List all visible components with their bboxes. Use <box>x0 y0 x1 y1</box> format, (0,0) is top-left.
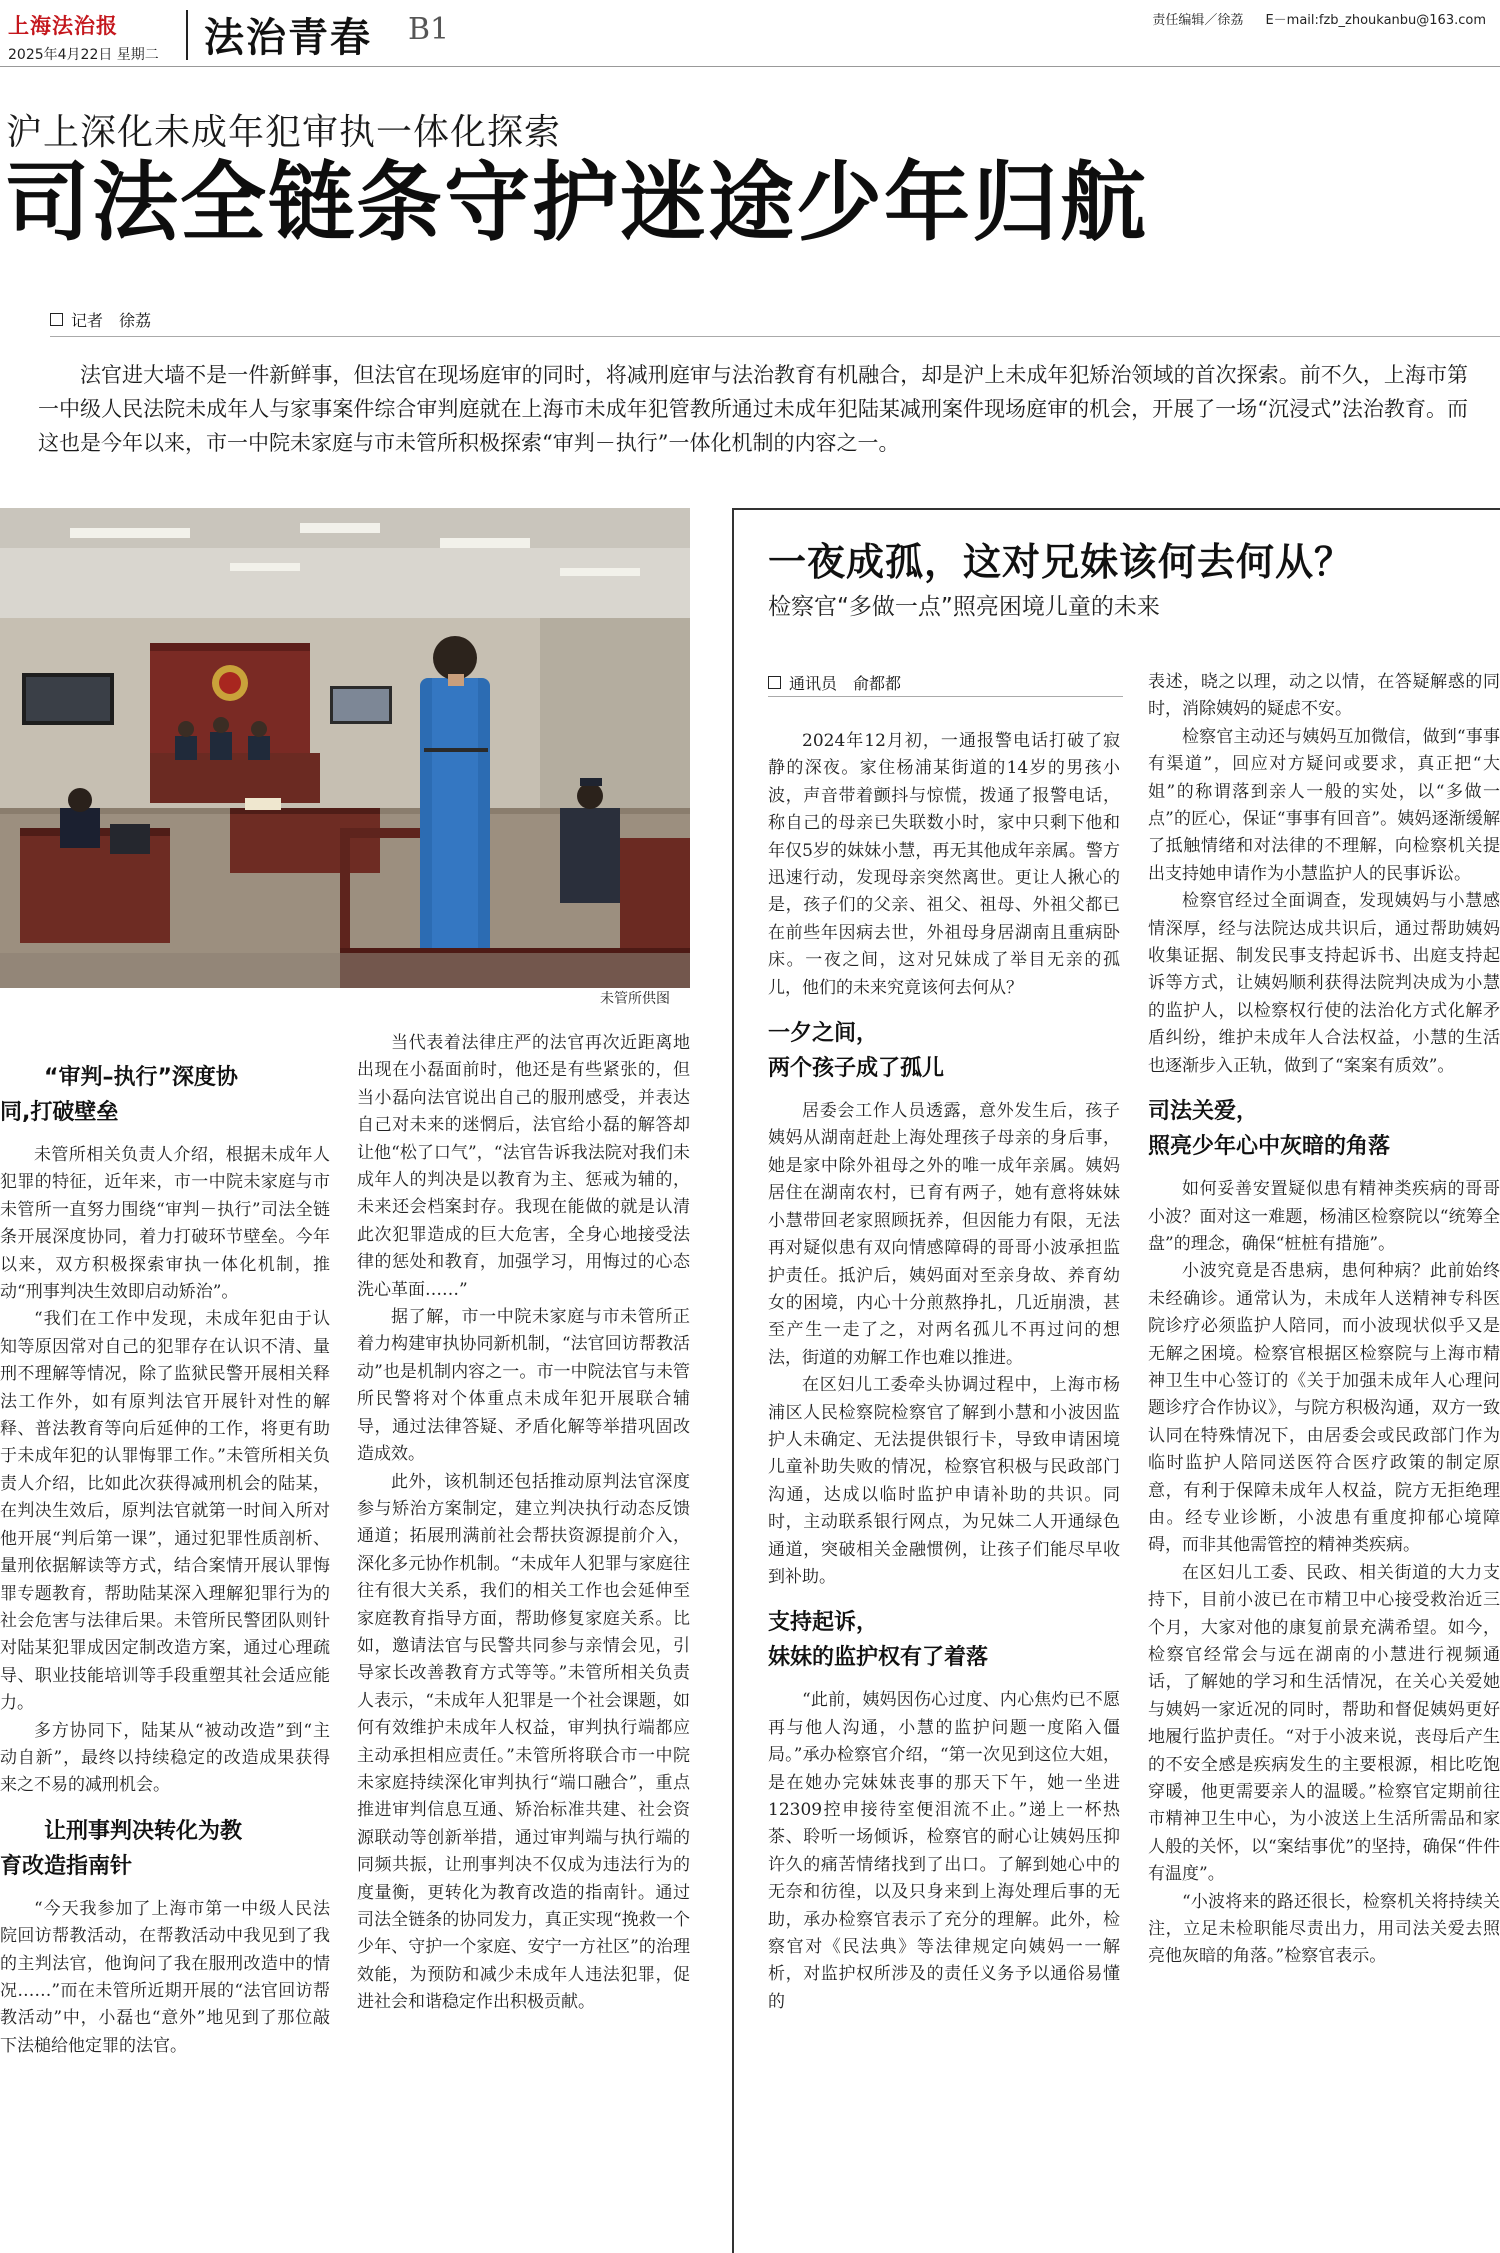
subheading: 支持起诉， 妹妹的监护权有了着落 <box>768 1610 989 1671</box>
issue-date: 2025年4月22日 星期二 <box>8 47 159 63</box>
side-story-byline <box>768 671 901 694</box>
paragraph: 当代表着法律庄严的法官再次近距离地出现在小磊面前时，他还是有些紧张的，但当小磊向法官说出自己的服刑感受，并表达自己对未来的迷惘后，法官给小磊的解答却让他“松了口气”，“法官告诉我法院对我们未成年人的判决是以教育为主、惩戒为辅的，未来还会档案封存。我现在能做的就是认清此次犯罪造成的巨大危害，全身心地接受法律的惩处和教育，加强学习，用悔过的心态洗心革面……” <box>357 1033 690 1300</box>
masthead-divider <box>186 10 188 60</box>
byline-role: 记者 <box>71 311 104 330</box>
paragraph: 如何妥善安置疑似患有精神类疾病的哥哥小波？面对这一难题，杨浦区检察院以“统筹全盘”的理念，确保“桩桩有措施”。 <box>1148 1179 1500 1254</box>
section-name: 法治青春 <box>204 14 372 61</box>
masthead <box>0 0 1500 66</box>
byline-box-icon <box>768 676 781 689</box>
editor-info <box>1152 9 1486 28</box>
byline-rule <box>50 336 1500 337</box>
subheading: 司法关爱， 照亮少年心中灰暗的角落 <box>1148 1099 1391 1160</box>
paragraph: 在区妇儿工委、民政、相关街道的大力支持下，目前小波已在市精卫中心接受救治近三个月，大家对他的康复前景充满希望。如今，检察官经常会与远在湖南的小慧进行视频通话，了解她的学习和生活情况，在关心关爱她与姨妈一家近况的同时，帮助和督促姨妈更好地履行监护责任。“对于小波来说，丧母后产生的不安全感是疾病发生的主要根源，相比吃饱穿暖，他更需要亲人的温暖。”检察官定期前往市精神卫生中心，为小波送上生活所需品和家人般的关怀，以“案结事优”的坚持，确保“件件有温度”。 <box>1148 1562 1500 1885</box>
courtroom-photo <box>0 508 690 988</box>
byline-name: 徐荔 <box>119 311 152 330</box>
paragraph: 未管所相关负责人介绍，根据未成年人犯罪的特征，近年来，市一中院未家庭与市未管所一直努力围绕“审判－执行”司法全链条开展深度协同，着力打破环节壁垒。今年以来，双方积极探索审执一体化机制，推动“刑事判决生效即启动矫治”。 <box>0 1145 330 1303</box>
paragraph: 小波究竟是否患病，患何种病？此前始终未经确诊。通常认为，未成年人送精神专科医院诊疗必须监护人陪同，而小波现状似乎又是无解之困境。检察官根据区检察院与上海市精神卫生中心签订的《关于加强未成年人心理问题诊疗合作协议》，与院方积极沟通，双方一致认同在特殊情况下，由居委会或民政部门作为临时监护人陪同送医符合医疗政策的制定原意，有利于保障未成年人权益，院方无拒绝理由。经专业诊断，小波患有重度抑郁心境障碍，而非其他需管控的精神类疾病。 <box>1148 1261 1500 1556</box>
subheading: 让刑事判决转化为教 育改造指南针 <box>0 1818 243 1879</box>
section-code: B1 <box>408 12 450 47</box>
article-kicker: 沪上深化未成年犯审执一体化探索 <box>6 112 562 153</box>
photo-credit: 未管所供图 <box>600 991 670 1007</box>
side-story-top-rule <box>732 508 1500 510</box>
byline-box-icon <box>50 313 63 326</box>
side-story-border <box>732 508 734 2253</box>
paragraph: “此前，姨妈因伤心过度、内心焦灼已不愿再与他人沟通，小慧的监护问题一度陷入僵局。”承办检察官介绍，“第一次见到这位大姐，是在她办完妹妹丧事的那天下午，她一坐进12309控申接待室便泪流不止。”递上一杯热茶、聆听一场倾诉，检察官的耐心让姨妈压抑许久的痛苦情绪找到了出口。了解到她心中的无奈和彷徨，以及只身来到上海处理后事的无助，承办检察官表示了充分的理解。此外，检察官对《民法典》等法律规定向姨妈一一解析，对监护权所涉及的责任义务予以通俗易懂的 <box>768 1690 1120 2012</box>
paragraph: “今天我参加了上海市第一中级人民法院回访帮教活动，在帮教活动中我见到了我的主判法官，他询问了我在服刑改造中的情况……”而在未管所近期开展的“法官回访帮教活动”中，小磊也“意外”地见到了那位敲下法槌给他定罪的法官。 <box>0 1898 330 2056</box>
main-story-column-2 <box>357 1030 690 2017</box>
masthead-rule <box>0 66 1500 67</box>
paragraph: 表述，晓之以理，动之以情，在答疑解惑的同时，消除姨妈的疑虑不安。 <box>1148 672 1500 720</box>
editor-label: 责任编辑／徐荔 <box>1152 13 1244 28</box>
paragraph: 多方协同下，陆某从“被动改造”到“主动自新”，最终以持续稳定的改造成果获得来之不易的减刑机会。 <box>0 1720 330 1796</box>
article-lead: 法官进大墙不是一件新鲜事，但法官在现场庭审的同时，将减刑庭审与法治教育有机融合，却是沪上未成年犯矫治领域的首次探索。前不久，上海市第一中级人民法院未成年人与家事案件综合审判庭就在上海市未成年犯管教所通过未成年犯陆某减刑案件现场庭审的机会，开展了一场“沉浸式”法治教育。而这也是今年以来，市一中院未家庭与市未管所积极探索“审判－执行”一体化机制的内容之一。 <box>38 363 1468 455</box>
article-headline: 司法全链条守护迷途少年归航 <box>4 153 1148 253</box>
article-byline <box>50 308 151 331</box>
side-story-column-1 <box>768 728 1120 2016</box>
paragraph: 检察官主动还与姨妈互加微信，做到“事事有渠道”，回应对方疑问或要求，真正把“大姐”的称谓落到亲人一般的实处，以“多做一点”的匠心，保证“事事有回音”。姨妈逐渐缓解了抵触情绪和对法律的不理解，向检察机关提出支持她申请作为小慧监护人的民事诉讼。 <box>1148 726 1500 884</box>
side-story-byline-rule <box>768 696 1123 697</box>
main-story-column-1 <box>0 1046 330 2060</box>
paragraph: 在区妇儿工委牵头协调过程中，上海市杨浦区人民检察院检察官了解到小慧和小波因监护人未确定、无法提供银行卡，导致申请困境儿童补助失败的情况，检察官积极与民政部门沟通，达成以临时监护申请补助的共识。同时，主动联系银行网点，为兄妹二人开通绿色通道，突破相关金融惯例，让孩子们能尽早收到补助。 <box>768 1375 1120 1587</box>
editor-email: E－mail:fzb_zhoukanbu@163.com <box>1265 13 1486 28</box>
byline-name: 俞都都 <box>853 674 902 693</box>
paragraph: 居委会工作人员透露，意外发生后，孩子姨妈从湖南赶赴上海处理孩子母亲的身后事，她是家中除外祖母之外的唯一成年亲属。姨妈居住在湖南农村，已育有两子，她有意将妹妹小慧带回老家照顾抚养，但因能力有限，无法再对疑似患有双向情感障碍的哥哥小波承担监护责任。抵沪后，姨妈面对至亲身故、养育幼女的困境，内心十分煎熬挣扎，几近崩溃，甚至产生一走了之，对两名孤儿不再过问的想法，街道的劝解工作也难以推进。 <box>768 1101 1120 1368</box>
side-story-subtitle: 检察官“多做一点”照亮困境儿童的未来 <box>768 594 1160 620</box>
subheading: “审判–执行”深度协 同,打破壁垒 <box>0 1065 238 1125</box>
side-story-column-2 <box>1148 669 1500 1971</box>
paragraph: “小波将来的路还很长，检察机关将持续关注，立足未检职能尽责出力，用司法关爱去照亮他灰暗的角落。”检察官表示。 <box>1148 1891 1500 1967</box>
courtroom-photo-illustration <box>0 508 690 988</box>
byline-role: 通讯员 <box>789 674 838 693</box>
subheading: 一夕之间， 两个孩子成了孤儿 <box>768 1021 945 1082</box>
paragraph: 2024年12月初，一通报警电话打破了寂静的深夜。家住杨浦某街道的14岁的男孩小波，声音带着颤抖与惊慌，拨通了报警电话，称自己的母亲已失联数小时，家中只剩下他和年仅5岁的妹妹小慧，再无其他成年亲属。警方迅速行动，发现母亲突然离世。更让人揪心的是，孩子们的父亲、祖父、祖母、外祖父都已在前些年因病去世，外祖母身居湖南且重病卧床。一夜之间，这对兄妹成了举目无亲的孤儿，他们的未来究竟该何去何从？ <box>768 731 1120 998</box>
side-story-title: 一夜成孤，这对兄妹该何去何从？ <box>768 540 1354 584</box>
paragraph: “我们在工作中发现，未成年犯由于认知等原因常对自己的犯罪存在认识不清、量刑不理解等情况，除了监狱民警开展相关释法工作外，如有原判法官开展针对性的解释、普法教育等向后延伸的工作，将更有助于未成年犯的认罪悔罪工作。”未管所相关负责人介绍，比如此次获得减刑机会的陆某，在判决生效后，原判法官就第一时间入所对他开展“判后第一课”，通过犯罪性质剖析、量刑依据解读等方式，结合案情开展认罪悔罪专题教育，帮助陆某深入理解犯罪行为的社会危害与法律后果。未管所民警团队则针对陆某犯罪成因定制改造方案，通过心理疏导、职业技能培训等手段重塑其社会适应能力。 <box>0 1309 330 1714</box>
paragraph: 据了解，市一中院未家庭与市未管所正着力构建审执协同新机制，“法官回访帮教活动”也是机制内容之一。市一中院法官与未管所民警将对个体重点未成年犯开展联合辅导，通过法律答疑、矛盾化解等举措巩固改造成效。 <box>357 1307 690 1465</box>
newspaper-logo: 上海法治报 <box>8 13 118 38</box>
paragraph: 检察官经过全面调查，发现姨妈与小慧感情深厚，经与法院达成共识后，通过帮助姨妈收集证据、制发民事支持起诉书、出庭支持起诉等方式，让姨妈顺利获得法院判决成为小慧的监护人，以检察权行使的法治化方式化解矛盾纠纷，维护未成年人合法权益，小慧的生活也逐渐步入正轨，做到了“案案有质效”。 <box>1148 891 1500 1076</box>
paragraph: 此外，该机制还包括推动原判法官深度参与矫治方案制定，建立判决执行动态反馈通道；拓展刑满前社会帮扶资源提前介入，深化多元协作机制。“未成年人犯罪与家庭往往有很大关系，我们的相关工作也会延伸至家庭教育指导方面，帮助修复家庭关系。比如，邀请法官与民警共同参与亲情会见，引导家长改善教育方式等等。”未管所相关负责人表示，“未成年人犯罪是一个社会课题，如何有效维护未成年人权益，审判执行端都应主动承担相应责任。”未管所将联合市一中院未家庭持续深化审判执行“端口融合”，重点推进审判信息互通、矫治标准共建、社会资源联动等创新举措，通过审判端与执行端的同频共振，让刑事判决不仅成为违法行为的度量衡，更转化为教育改造的指南针。通过司法全链条的协同发力，真正实现“挽救一个少年、守护一个家庭、安宁一方社区”的治理效能，为预防和减少未成年人违法犯罪，促进社会和谐稳定作出积极贡献。 <box>357 1471 690 2013</box>
